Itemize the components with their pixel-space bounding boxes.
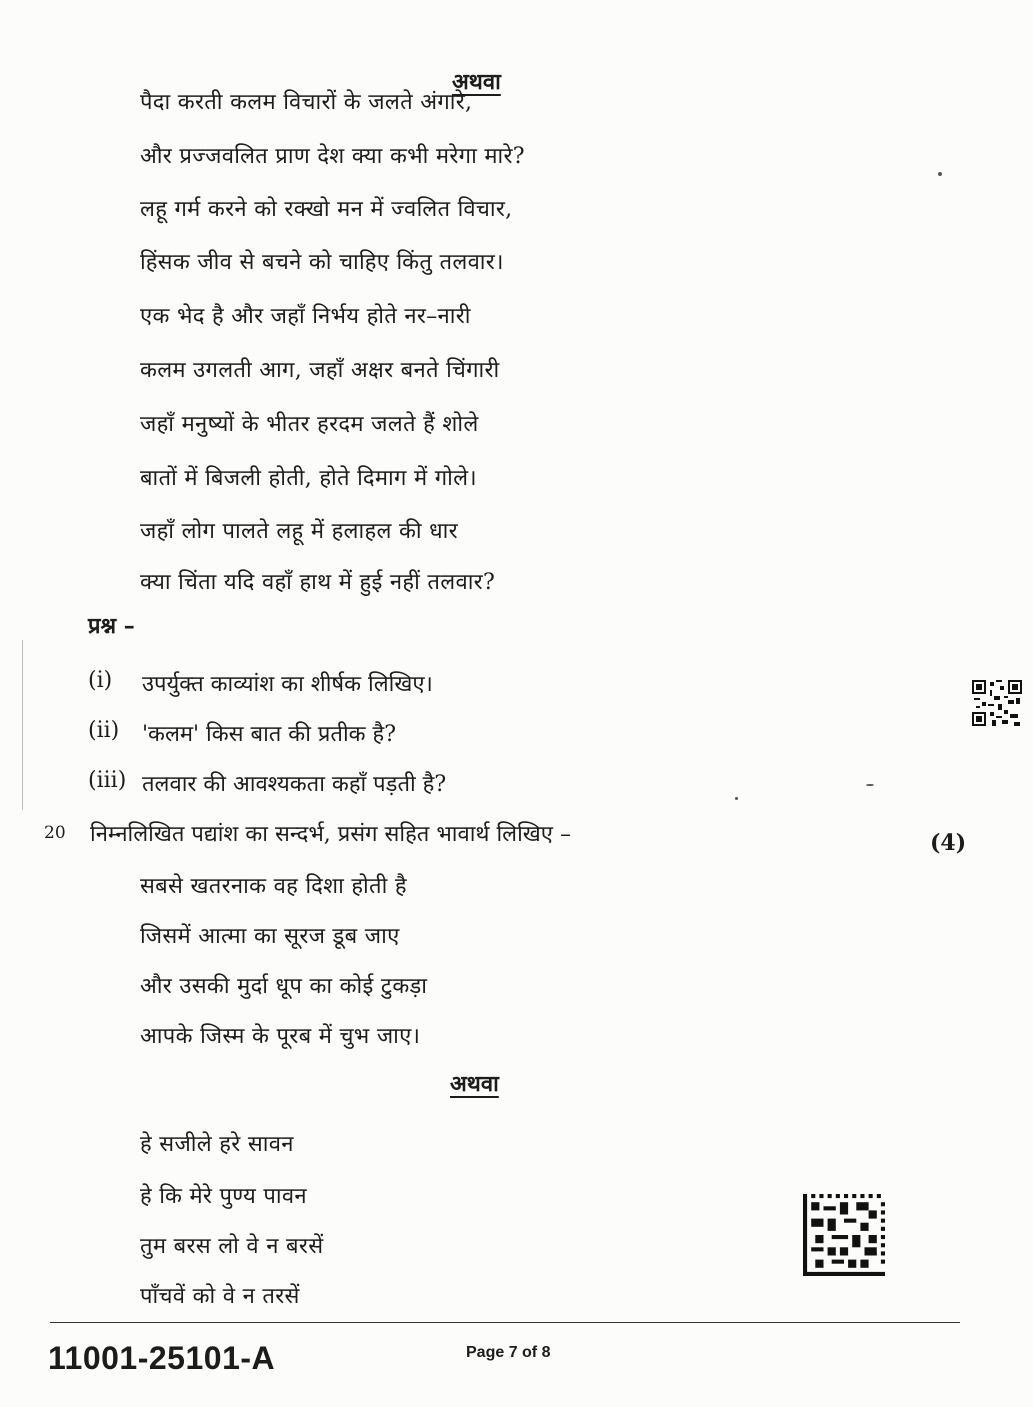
poem-line: जिसमें आत्मा का सूरज डूब जाए — [140, 924, 400, 949]
poem-line: पाँचवें को वे न तरसें — [140, 1284, 300, 1309]
page-number: Page 7 of 8 — [466, 1344, 551, 1361]
question-number: 20 — [44, 823, 66, 843]
poem-line: और प्रज्जवलित प्राण देश क्या कभी मरेगा मारे? — [140, 144, 525, 169]
poem-line: सबसे खतरनाक वह दिशा होती है — [140, 874, 407, 899]
sub-question-number: (i) — [88, 668, 113, 693]
poem-line: तुम बरस लो वे न बरसें — [140, 1234, 324, 1259]
scan-speck — [866, 784, 874, 786]
scan-speck — [938, 172, 942, 176]
poem-line: और उसकी मुर्दा धूप का कोई टुकड़ा — [140, 974, 428, 999]
poem-line: कलम उगलती आग, जहाँ अक्षर बनते चिंगारी — [140, 358, 500, 383]
poem-line: एक भेद है और जहाँ निर्भय होते नर–नारी — [140, 304, 471, 329]
poem-line: हे सजीले हरे सावन — [140, 1132, 294, 1157]
or-heading-bottom: अथवा — [450, 1071, 499, 1097]
poem-line: पैदा करती कलम विचारों के जलते अंगारे, — [140, 90, 473, 115]
poem-line: बातों में बिजली होती, होते दिमाग में गोले। — [140, 466, 477, 491]
sub-question-number: (iii) — [88, 768, 127, 793]
scan-margin-line — [22, 640, 23, 810]
questions-label: प्रश्न – — [88, 613, 135, 639]
poem-line: क्या चिंता यदि वहाँ हाथ में हुई नहीं तलवार? — [140, 570, 496, 595]
poem-line: हिंसक जीव से बचने को चाहिए किंतु तलवार। — [140, 250, 504, 275]
question-text: निम्नलिखित पद्यांश का सन्दर्भ, प्रसंग सहित भावार्थ लिखिए – — [90, 822, 571, 847]
poem-line: आपके जिस्म के पूरब में चुभ जाए। — [140, 1024, 421, 1049]
paper-code: 11001-25101-A — [48, 1340, 276, 1376]
scan-speck — [735, 797, 738, 800]
sub-question-text: तलवार की आवश्यकता कहाँ पड़ती है? — [142, 772, 447, 797]
sub-question-number: (ii) — [88, 718, 120, 743]
footer-rule — [50, 1322, 960, 1323]
or-heading-top: अथवा — [452, 69, 501, 95]
poem-line: जहाँ लोग पालते लहू में हलाहल की धार — [140, 519, 458, 544]
poem-line: जहाँ मनुष्यों के भीतर हरदम जलते हैं शोले — [140, 412, 479, 437]
qr-code-icon — [972, 680, 1022, 726]
sub-question-text: 'कलम' किस बात की प्रतीक है? — [142, 722, 397, 747]
datamatrix-code-icon — [803, 1194, 885, 1276]
poem-line: लहू गर्म करने को रक्खो मन में ज्वलित विचार, — [140, 197, 513, 222]
poem-line: हे कि मेरे पुण्य पावन — [140, 1184, 307, 1209]
sub-question-text: उपर्युक्त काव्यांश का शीर्षक लिखिए। — [142, 672, 433, 697]
question-marks: (4) — [930, 830, 967, 856]
